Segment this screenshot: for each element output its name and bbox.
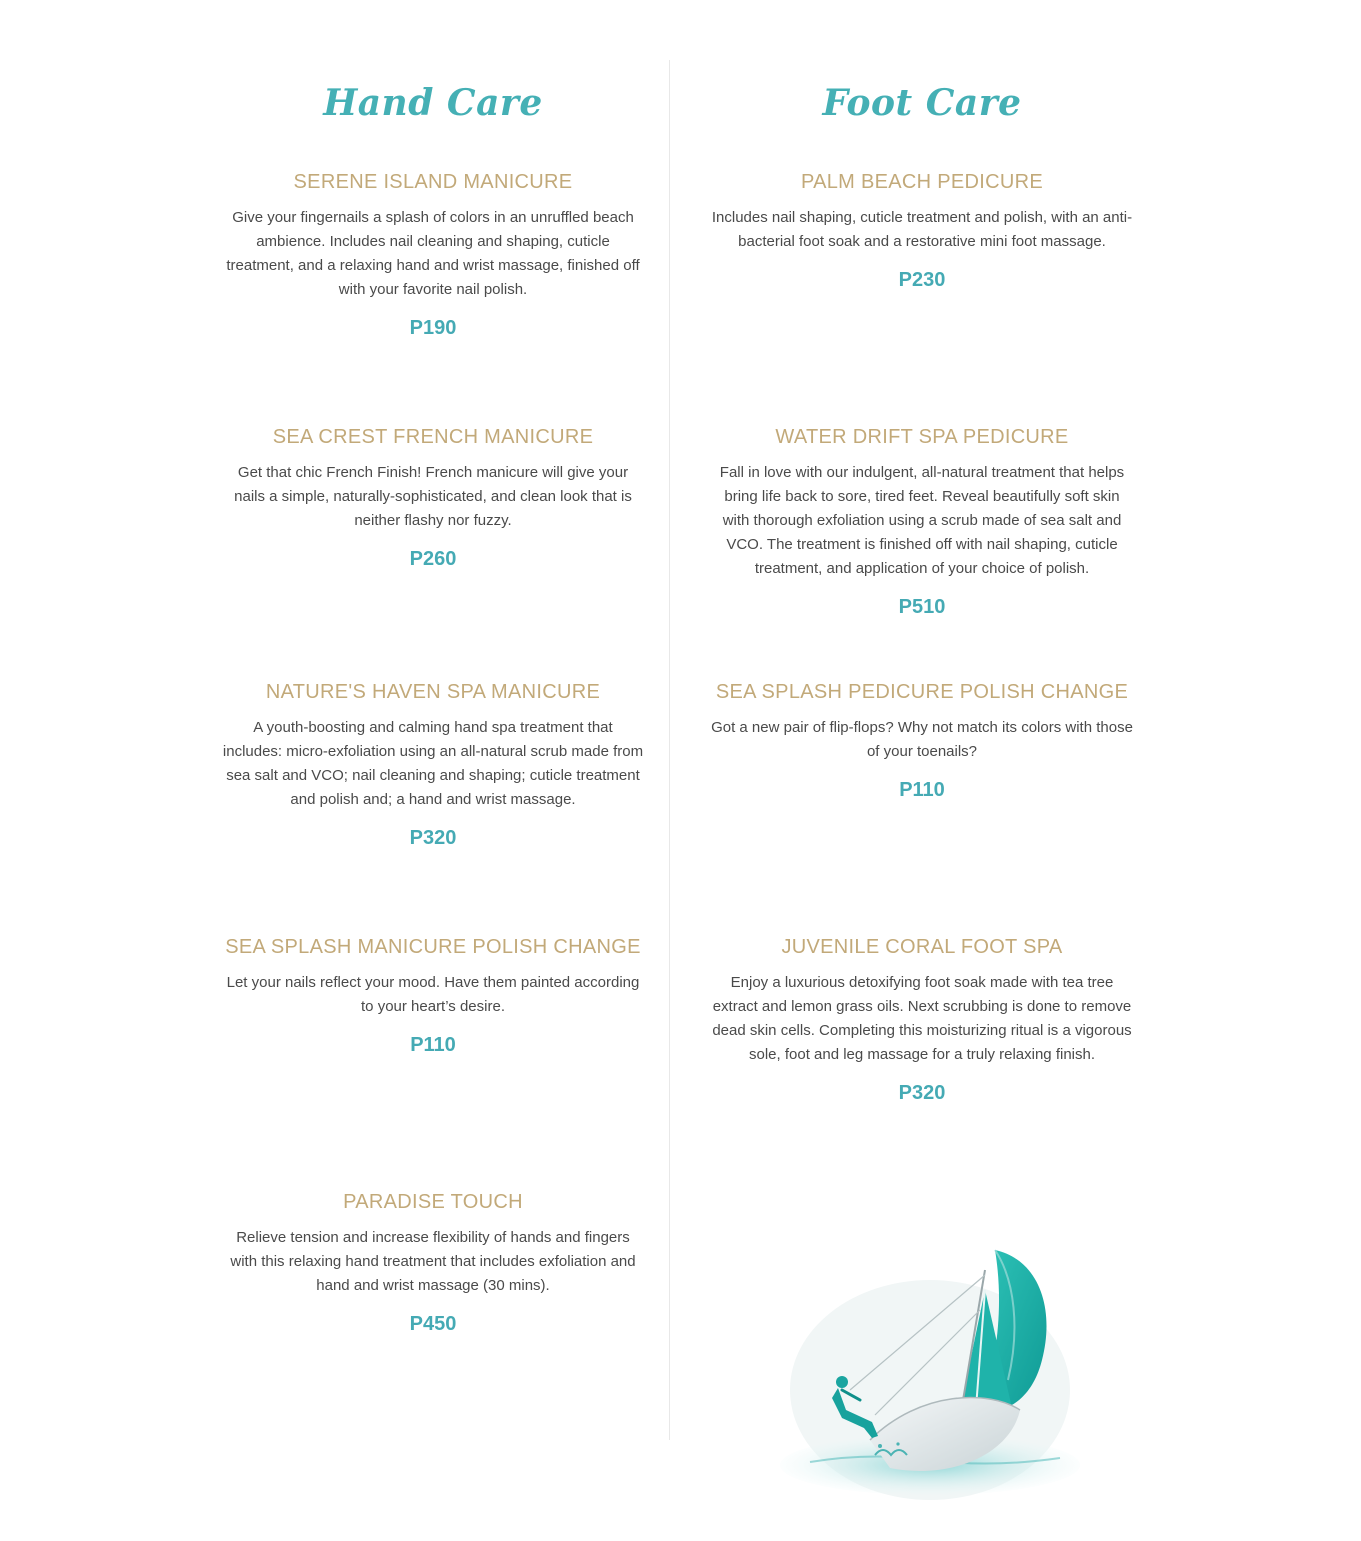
service-description: Get that chic French Finish! French manicure will give your nails a simple, naturally-sophisticated, and clean look that is neither flashy nor fuzzy.: [234, 464, 632, 529]
service-description: Relieve tension and increase flexibility of hands and fingers with this relaxing hand treatment that includes exfoliation and hand and wrist massage (30 mins).: [230, 1229, 636, 1294]
service-name: SEA CREST FRENCH MANICURE: [272, 426, 594, 448]
service-item: [218, 680, 648, 850]
service-description: Let your nails reflect your mood. Have them painted according to your heart’s desire.: [226, 974, 640, 1015]
service-price: P230: [898, 269, 946, 291]
service-name: JUVENILE CORAL FOOT SPA: [781, 936, 1063, 958]
service-price: P510: [898, 596, 946, 618]
service-description: A youth-boosting and calming hand spa treatment that includes: micro-exfoliation using an all-natural scrub made from sea salt and VCO; nail cleaning and shaping; cuticle treatment and polish and; a hand and wrist massage.: [222, 719, 644, 808]
service-description: Includes nail shaping, cuticle treatment and polish, with an anti-bacterial foot soak and a restorative mini foot massage.: [711, 209, 1133, 250]
foot-care-title: Foot Care: [822, 82, 1022, 124]
service-price: P320: [898, 1082, 946, 1104]
service-item: [218, 170, 648, 340]
service-name: SEA SPLASH PEDICURE POLISH CHANGE: [715, 681, 1129, 703]
column-divider: [669, 60, 670, 1440]
service-item: [218, 1190, 648, 1336]
service-price: P450: [409, 1313, 457, 1335]
hand-care-title: Hand Care: [323, 82, 543, 124]
service-name: PALM BEACH PEDICURE: [800, 171, 1044, 193]
sailboat-icon: [780, 1240, 1080, 1500]
service-price: P320: [409, 827, 457, 849]
service-item: [218, 425, 648, 571]
service-description: Fall in love with our indulgent, all-natural treatment that helps bring life back to sore, tired feet. Reveal beautifully soft skin with thorough exfoliation using a scrub made of sea salt and VCO. The treatment is finished off with nail shaping, cuticle treatment, and application of your choice of polish.: [719, 464, 1125, 577]
service-description: Enjoy a luxurious detoxifying foot soak made with tea tree extract and lemon grass oils. Next scrubbing is done to remove dead skin cells. Completing this moisturizing ritual is a vigorous sole, foot and leg massage for a truly relaxing finish.: [712, 974, 1132, 1063]
service-item: [707, 425, 1137, 619]
service-item: [218, 935, 648, 1057]
service-price: P260: [409, 548, 457, 570]
service-name: SERENE ISLAND MANICURE: [293, 171, 573, 193]
service-price: P190: [409, 317, 457, 339]
service-item: [707, 935, 1137, 1105]
service-name: SEA SPLASH MANICURE POLISH CHANGE: [225, 936, 641, 958]
service-name: WATER DRIFT SPA PEDICURE: [775, 426, 1069, 448]
service-item: [707, 170, 1137, 292]
service-name: PARADISE TOUCH: [343, 1191, 523, 1213]
service-description: Give your fingernails a splash of colors in an unruffled beach ambience. Includes nail cleaning and shaping, cuticle treatment, and a relaxing hand and wrist massage, finished off with your favorite nail polish.: [226, 209, 640, 298]
service-price: P110: [410, 1034, 456, 1056]
service-name: NATURE'S HAVEN SPA MANICURE: [265, 681, 601, 703]
service-item: [707, 680, 1137, 802]
service-price: P110: [899, 779, 945, 801]
service-description: Got a new pair of flip-flops? Why not match its colors with those of your toenails?: [711, 719, 1133, 760]
